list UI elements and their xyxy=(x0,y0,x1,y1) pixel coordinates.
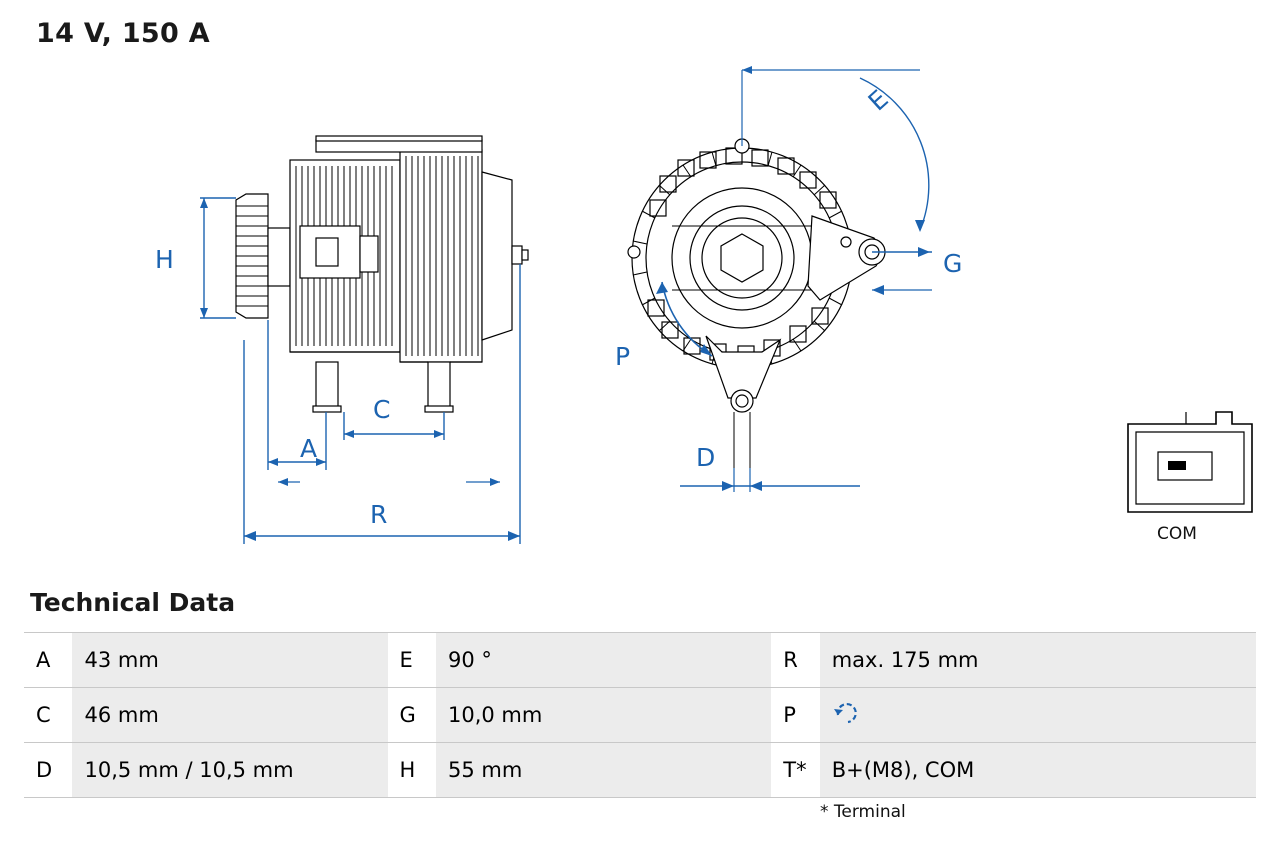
table-row xyxy=(24,743,1256,798)
table-row xyxy=(24,688,1256,743)
connector-com xyxy=(1128,412,1252,512)
row-value-c: 46 mm xyxy=(72,688,387,743)
dim-label-R: R xyxy=(370,500,388,529)
page-title: 14 V, 150 A xyxy=(36,18,211,49)
row-label-d: D xyxy=(24,743,72,798)
dim-label-H: H xyxy=(155,245,174,274)
dim-label-P: P xyxy=(615,342,631,371)
row-value-r: max. 175 mm xyxy=(820,633,1256,688)
dim-label-G: G xyxy=(943,249,963,278)
table-footnote: * Terminal xyxy=(820,802,906,822)
row-value-e: 90 ° xyxy=(436,633,771,688)
technical-data-table xyxy=(24,632,1256,798)
side-view-alternator xyxy=(236,136,528,412)
row-label-c: C xyxy=(24,688,72,743)
row-label-a: A xyxy=(24,633,72,688)
dim-label-A: A xyxy=(300,434,318,463)
row-value-a: 43 mm xyxy=(72,633,387,688)
row-label-p: P xyxy=(771,688,819,743)
row-value-p xyxy=(820,688,1256,743)
row-label-h: H xyxy=(388,743,436,798)
front-view-alternator xyxy=(628,139,885,470)
row-value-d: 10,5 mm / 10,5 mm xyxy=(72,743,387,798)
row-value-g: 10,0 mm xyxy=(436,688,771,743)
row-label-t: T* xyxy=(771,743,819,798)
row-value-h: 55 mm xyxy=(436,743,771,798)
dim-label-E: E xyxy=(862,84,894,117)
dim-label-D: D xyxy=(696,443,716,472)
row-label-e: E xyxy=(388,633,436,688)
connector-label: COM xyxy=(1157,524,1197,544)
row-label-g: G xyxy=(388,688,436,743)
row-value-t: B+(M8), COM xyxy=(820,743,1256,798)
dim-label-C: C xyxy=(373,395,391,424)
row-label-r: R xyxy=(771,633,819,688)
table-row xyxy=(24,633,1256,688)
technical-data-heading: Technical Data xyxy=(30,588,236,617)
rotation-direction-icon xyxy=(832,707,862,731)
